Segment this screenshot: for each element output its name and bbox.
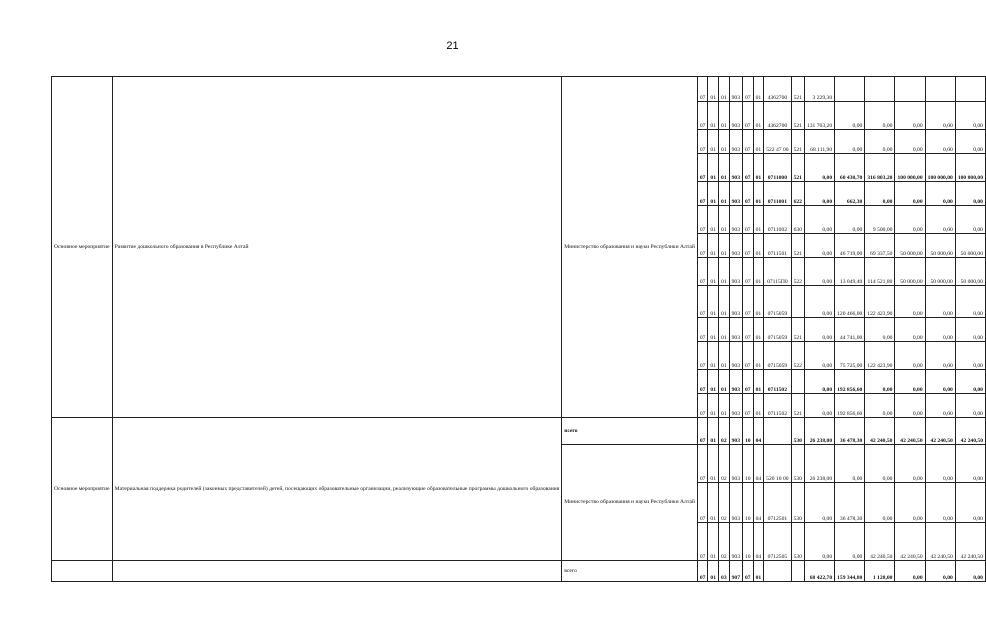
amount-cell: 0,00 (865, 483, 895, 523)
code-cell: 0715059 (764, 286, 791, 318)
code-cell: 903 (729, 258, 742, 286)
code-cell: 04 (753, 418, 764, 445)
code-cell: 07 (697, 523, 708, 561)
amount-cell: 9 500,00 (865, 206, 895, 234)
code-cell: 07 (697, 318, 708, 342)
code-cell: 0711001 (764, 182, 791, 206)
amount-cell: 0,00 (895, 561, 925, 582)
amount-cell: 0,00 (804, 318, 834, 342)
code-cell: 01 (719, 370, 730, 394)
code-cell: 07 (743, 370, 754, 394)
amount-cell: 0,00 (804, 258, 834, 286)
code-cell: 07 (697, 418, 708, 445)
amount-cell: 1 128,00 (865, 561, 895, 582)
amount-cell: 69 337,50 (865, 234, 895, 258)
code-cell: 903 (729, 286, 742, 318)
amount-cell: 0,00 (925, 342, 955, 370)
amount-cell: 0,00 (804, 370, 834, 394)
code-cell: 01 (719, 342, 730, 370)
code-cell: 0715059 (764, 318, 791, 342)
code-cell: 02 (719, 483, 730, 523)
code-cell: 521 (791, 102, 804, 130)
code-cell: 07 (697, 77, 708, 102)
code-cell: 01 (719, 286, 730, 318)
executor-cell: Министерство образования и науки Республики Алтай (562, 77, 698, 418)
amount-cell: 0,00 (895, 286, 925, 318)
amount-cell: 0,00 (835, 206, 865, 234)
code-cell: 07 (697, 102, 708, 130)
code-cell: 01 (753, 258, 764, 286)
table-row-total (52, 561, 986, 582)
code-cell: 01 (719, 182, 730, 206)
code-cell: 03 (719, 561, 730, 582)
code-cell: 521 (791, 394, 804, 418)
code-cell: 07 (697, 258, 708, 286)
amount-cell: 0,00 (955, 445, 985, 483)
amount-cell: 3 229,30 (804, 77, 834, 102)
amount-cell: 0,00 (925, 206, 955, 234)
code-cell: 903 (729, 77, 742, 102)
code-cell: 622 (791, 182, 804, 206)
amount-cell: 0,00 (925, 318, 955, 342)
code-cell: 903 (729, 234, 742, 258)
code-cell: 0711502 (764, 370, 791, 394)
code-cell: 07 (697, 561, 708, 582)
code-cell: 0711502 (764, 394, 791, 418)
code-cell: 521 (791, 77, 804, 102)
code-cell: 01 (708, 370, 719, 394)
amount-cell: 100 000,00 (925, 154, 955, 182)
code-cell: 903 (729, 130, 742, 154)
code-cell: 07 (743, 342, 754, 370)
code-cell: 07 (743, 561, 754, 582)
amount-cell: 0,00 (804, 483, 834, 523)
section-name-cell: Развитие дошкольного образования в Республике Алтай (112, 77, 562, 418)
amount-cell: 0,00 (804, 206, 834, 234)
amount-cell: 0,00 (925, 483, 955, 523)
code-cell: 01 (708, 258, 719, 286)
amount-cell: 159 344,80 (835, 561, 865, 582)
amount-cell: 0,00 (895, 370, 925, 394)
amount-cell: 26 238,00 (804, 445, 834, 483)
code-cell: 10 (743, 483, 754, 523)
amount-cell: 0,00 (925, 445, 955, 483)
code-cell: 01 (719, 77, 730, 102)
amount-cell: 0,00 (925, 102, 955, 130)
section-type-cell: Основное мероприятие (52, 77, 113, 418)
amount-cell: 42 240,50 (925, 418, 955, 445)
section-name-cell: Материальная поддержка родителей (законных представителей) детей, посещающих образовательные организации, реализующие образовательные программы дошкольного образования (112, 418, 562, 561)
amount-cell: 0,00 (865, 370, 895, 394)
amount-cell: 316 803,20 (865, 154, 895, 182)
code-cell: 01 (719, 234, 730, 258)
code-cell: 07 (697, 394, 708, 418)
code-cell: 04 (753, 483, 764, 523)
code-cell: 01 (708, 394, 719, 418)
amount-cell (835, 77, 865, 102)
code-cell: 01 (719, 102, 730, 130)
amount-cell: 0,00 (865, 318, 895, 342)
code-cell: 01 (753, 394, 764, 418)
amount-cell: 42 240,50 (955, 523, 985, 561)
amount-cell: 50 000,00 (895, 258, 925, 286)
code-cell: 01 (708, 523, 719, 561)
amount-cell: 122 423,90 (865, 342, 895, 370)
amount-cell: 75 725,00 (835, 342, 865, 370)
amount-cell: 0,00 (955, 394, 985, 418)
amount-cell: 131 703,20 (804, 102, 834, 130)
code-cell: 530 (791, 418, 804, 445)
code-cell: 07 (697, 483, 708, 523)
table-row (52, 77, 986, 102)
code-cell: 01 (753, 342, 764, 370)
code-cell: 07 (697, 154, 708, 182)
amount-cell: 0,00 (865, 445, 895, 483)
code-cell: 520 10 00 (764, 445, 791, 483)
amount-cell: 192 856,60 (835, 394, 865, 418)
code-cell: 04 (753, 445, 764, 483)
code-cell: 01 (708, 318, 719, 342)
code-cell: 10 (743, 523, 754, 561)
code-cell: 530 (791, 445, 804, 483)
code-cell: 0712505 (764, 523, 791, 561)
code-cell: 01 (719, 130, 730, 154)
code-cell: 01 (753, 234, 764, 258)
code-cell: 01 (719, 318, 730, 342)
code-cell: 07 (697, 286, 708, 318)
amount-cell: 42 240,50 (865, 418, 895, 445)
code-cell: 07 (743, 130, 754, 154)
amount-cell: 122 423,90 (865, 286, 895, 318)
amount-cell: 0,00 (955, 286, 985, 318)
code-cell: 01 (708, 234, 719, 258)
code-cell: 01 (708, 77, 719, 102)
amount-cell: 0,00 (835, 130, 865, 154)
code-cell: 01 (708, 445, 719, 483)
amount-cell: 0,00 (925, 561, 955, 582)
code-cell: 0711000 (764, 154, 791, 182)
code-cell: 02 (719, 445, 730, 483)
amount-cell: 0,00 (925, 370, 955, 394)
amount-cell: 44 741,00 (835, 318, 865, 342)
code-cell: 903 (729, 318, 742, 342)
amount-cell: 36 478,30 (835, 483, 865, 523)
amount-cell: 46 719,00 (835, 234, 865, 258)
code-cell: 01 (753, 154, 764, 182)
amount-cell: 0,00 (865, 102, 895, 130)
amount-cell: 0,00 (895, 483, 925, 523)
amount-cell: 42 240,50 (955, 418, 985, 445)
code-cell: 01 (708, 286, 719, 318)
code-cell: 521 (791, 318, 804, 342)
amount-cell: 0,00 (865, 182, 895, 206)
amount-cell (925, 77, 955, 102)
code-cell: 07 (697, 342, 708, 370)
code-cell: 903 (729, 154, 742, 182)
code-cell: 522 (791, 342, 804, 370)
amount-cell: 0,00 (865, 130, 895, 154)
amount-cell: 0,00 (895, 394, 925, 418)
code-cell: 521 (791, 234, 804, 258)
code-cell: 07 (697, 234, 708, 258)
section-type-cell: Основное мероприятие (52, 418, 113, 561)
code-cell: 04 (753, 523, 764, 561)
amount-cell: 42 240,50 (925, 523, 955, 561)
amount-cell: 50 000,00 (925, 258, 955, 286)
amount-cell: 0,00 (925, 182, 955, 206)
amount-cell: 0,00 (804, 234, 834, 258)
amount-cell: 0,00 (895, 206, 925, 234)
code-cell: 02 (719, 418, 730, 445)
code-cell: 07 (697, 182, 708, 206)
amount-cell: 0,00 (895, 318, 925, 342)
amount-cell: 0,00 (804, 182, 834, 206)
amount-cell: 50 000,00 (925, 234, 955, 258)
code-cell: 07 (697, 206, 708, 234)
code-cell: 01 (708, 182, 719, 206)
code-cell: 01 (753, 182, 764, 206)
amount-cell: 0,00 (925, 394, 955, 418)
amount-cell: 0,00 (835, 523, 865, 561)
code-cell: 01 (708, 342, 719, 370)
amount-cell: 0,00 (895, 182, 925, 206)
amount-cell: 0,00 (835, 445, 865, 483)
code-cell: 07 (743, 394, 754, 418)
page-number: 21 (446, 40, 459, 52)
amount-cell: 0,00 (865, 394, 895, 418)
total-label-cell: всего (562, 418, 698, 445)
amount-cell: 42 240,50 (895, 418, 925, 445)
amount-cell: 42 240,50 (865, 523, 895, 561)
code-cell: 10 (743, 445, 754, 483)
code-cell: 903 (729, 206, 742, 234)
amount-cell: 0,00 (955, 130, 985, 154)
code-cell: 07 (697, 370, 708, 394)
amount-cell: 68 422,70 (804, 561, 834, 582)
amount-cell: 0,00 (804, 394, 834, 418)
code-cell: 01 (753, 206, 764, 234)
code-cell: 903 (729, 182, 742, 206)
amount-cell: 13 049,40 (835, 258, 865, 286)
amount-cell: 120 466,00 (835, 286, 865, 318)
executor-cell: Министерство образования и науки Республики Алтай (562, 445, 698, 561)
code-cell: 530 (791, 483, 804, 523)
code-cell: 01 (708, 154, 719, 182)
code-cell: 01 (753, 130, 764, 154)
code-cell: 907 (729, 561, 742, 582)
code-cell: 07 (743, 154, 754, 182)
amount-cell: 0,00 (804, 523, 834, 561)
code-cell: 522 47 00 (764, 130, 791, 154)
code-cell (764, 561, 791, 582)
code-cell: 07115П0 (764, 258, 791, 286)
amount-cell: 0,00 (955, 182, 985, 206)
code-cell: 01 (753, 561, 764, 582)
code-cell: 903 (729, 394, 742, 418)
amount-cell: 68 111,90 (804, 130, 834, 154)
section-type-cell (52, 561, 113, 582)
code-cell: 01 (708, 130, 719, 154)
amount-cell: 0,00 (895, 445, 925, 483)
amount-cell: 100 000,00 (895, 154, 925, 182)
amount-cell: 0,00 (955, 483, 985, 523)
code-cell: 903 (729, 445, 742, 483)
code-cell: 0712501 (764, 483, 791, 523)
amount-cell: 114 521,80 (865, 258, 895, 286)
amount-cell: 100 000,00 (955, 154, 985, 182)
code-cell: 01 (708, 418, 719, 445)
code-cell: 01 (719, 258, 730, 286)
amount-cell: 0,00 (804, 286, 834, 318)
code-cell: 01 (708, 561, 719, 582)
code-cell: 10 (743, 418, 754, 445)
code-cell (791, 561, 804, 582)
amount-cell: 0,00 (955, 206, 985, 234)
code-cell: 521 (791, 130, 804, 154)
code-cell: 07 (697, 445, 708, 483)
code-cell: 0711501 (764, 234, 791, 258)
code-cell: 07 (743, 182, 754, 206)
code-cell: 530 (791, 523, 804, 561)
amount-cell: 0,00 (925, 286, 955, 318)
code-cell: 0711002 (764, 206, 791, 234)
amount-cell: 0,00 (955, 342, 985, 370)
code-cell: 01 (753, 318, 764, 342)
code-cell: 903 (729, 523, 742, 561)
amount-cell: 60 430,70 (835, 154, 865, 182)
code-cell: 01 (708, 483, 719, 523)
amount-cell: 50 000,00 (955, 234, 985, 258)
amount-cell: 50 000,00 (955, 258, 985, 286)
code-cell: 01 (719, 206, 730, 234)
code-cell: 07 (743, 102, 754, 130)
amount-cell: 0,00 (895, 130, 925, 154)
code-cell: 01 (719, 394, 730, 418)
code-cell: 07 (743, 77, 754, 102)
code-cell: 903 (729, 370, 742, 394)
amount-cell: 42 240,50 (895, 523, 925, 561)
code-cell: 4362700 (764, 102, 791, 130)
amount-cell: 26 238,00 (804, 418, 834, 445)
code-cell: 01 (753, 370, 764, 394)
code-cell: 07 (743, 234, 754, 258)
amount-cell: 662,30 (835, 182, 865, 206)
amount-cell: 0,00 (804, 154, 834, 182)
amount-cell: 192 856,60 (835, 370, 865, 394)
amount-cell: 0,00 (955, 370, 985, 394)
budget-table (51, 76, 986, 582)
code-cell: 07 (743, 206, 754, 234)
amount-cell: 0,00 (955, 318, 985, 342)
code-cell: 07 (743, 318, 754, 342)
amount-cell: 0,00 (895, 102, 925, 130)
code-cell: 521 (791, 154, 804, 182)
code-cell: 01 (753, 286, 764, 318)
table-row-total (52, 418, 986, 445)
code-cell (791, 286, 804, 318)
code-cell: 903 (729, 342, 742, 370)
section-name-cell (112, 561, 562, 582)
code-cell: 0715059 (764, 342, 791, 370)
code-cell: 903 (729, 418, 742, 445)
amount-cell: 0,00 (955, 561, 985, 582)
amount-cell: 0,00 (895, 342, 925, 370)
code-cell: 07 (697, 130, 708, 154)
code-cell: 903 (729, 102, 742, 130)
code-cell: 01 (708, 206, 719, 234)
amount-cell (865, 77, 895, 102)
code-cell: 07 (743, 286, 754, 318)
amount-cell: 0,00 (925, 130, 955, 154)
code-cell: 4362700 (764, 77, 791, 102)
code-cell: 01 (753, 77, 764, 102)
code-cell (764, 418, 791, 445)
code-cell: 01 (708, 102, 719, 130)
code-cell: 02 (719, 523, 730, 561)
code-cell: 630 (791, 206, 804, 234)
amount-cell (895, 77, 925, 102)
code-cell: 07 (743, 258, 754, 286)
amount-cell: 0,00 (955, 102, 985, 130)
amount-cell: 50 000,00 (895, 234, 925, 258)
code-cell: 903 (729, 483, 742, 523)
code-cell (791, 370, 804, 394)
code-cell: 01 (719, 154, 730, 182)
amount-cell: 0,00 (835, 102, 865, 130)
amount-cell (955, 77, 985, 102)
amount-cell: 36 478,30 (835, 418, 865, 445)
code-cell: 01 (753, 102, 764, 130)
amount-cell: 0,00 (804, 342, 834, 370)
code-cell: 522 (791, 258, 804, 286)
total-label-cell: всего (562, 561, 698, 582)
